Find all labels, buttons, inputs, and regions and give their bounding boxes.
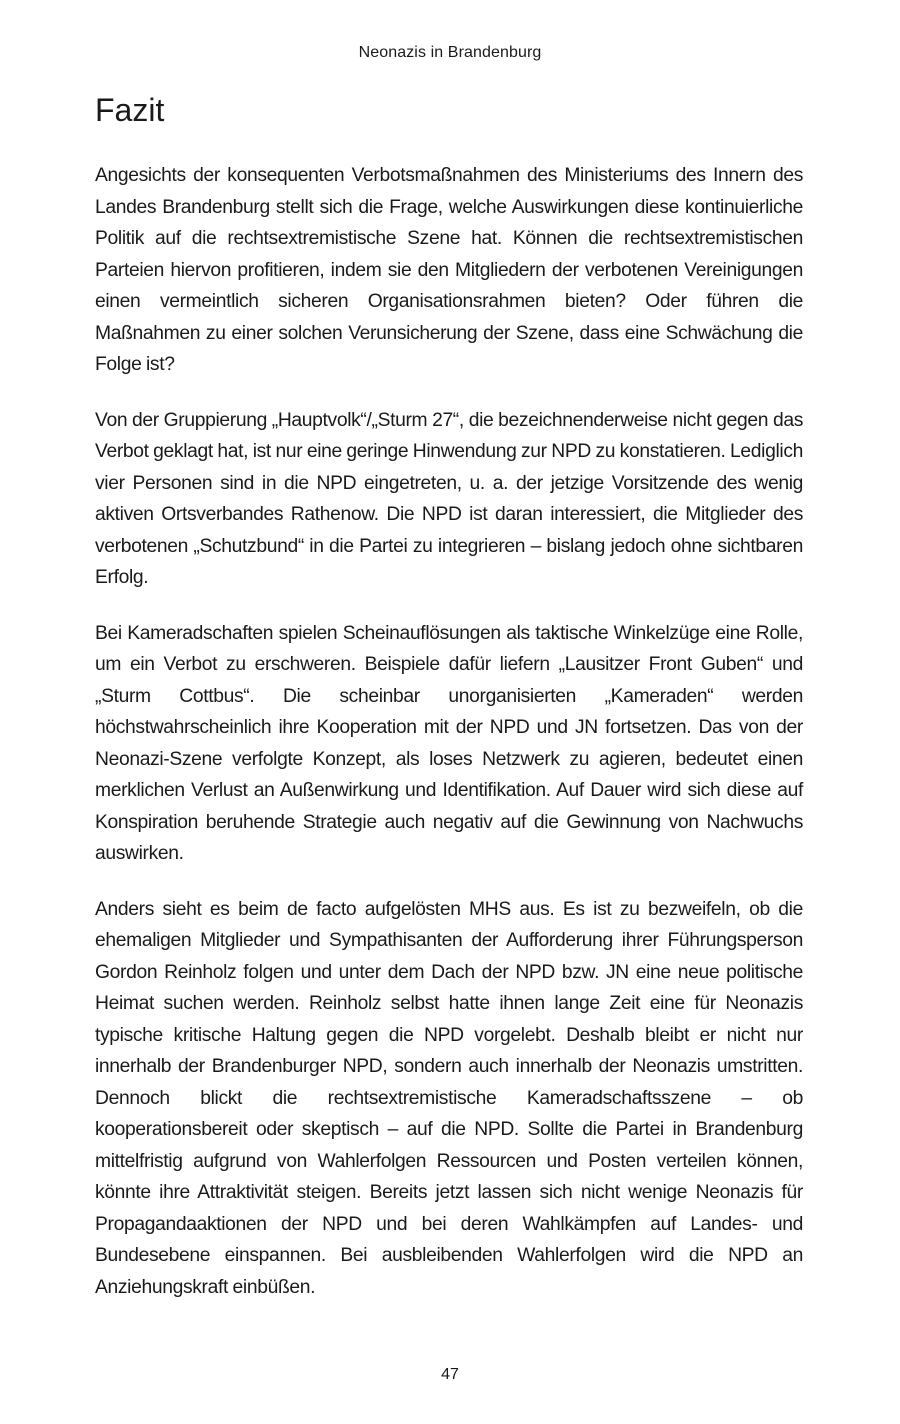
paragraph: Von der Gruppierung „Hauptvolk“/„Sturm 27“, die bezeichnenderweise nicht gegen das Verbot geklagt hat, ist nur eine geringe Hinwendung zur NPD zu konstatieren. Lediglich vier Personen sind in die NPD eingetreten, u. a. der jetzige Vorsitzende des wenig aktiven Ortsverbandes Rathenow. Die NPD ist daran interessiert, die Mitglieder des verbotenen „Schutzbund“ in die Partei zu integrieren – bislang jedoch ohne sichtbaren Erfolg. — [95, 409, 803, 588]
body-text — [95, 160, 803, 1327]
paragraph: Angesichts der konsequenten Verbotsmaßnahmen des Ministeriums des Innern des Landes Brandenburg stellt sich die Frage, welche Auswirkungen diese kontinuierliche Politik auf die rechtsextremistische Szene hat. Können die rechtsextremistischen Parteien hiervon profitieren, indem sie den Mitgliedern der verbotenen Vereinigungen einen vermeintlich sicheren Organisationsrahmen bieten? Oder führen die Maßnahmen zu einer solchen Verunsicherung der Szene, dass eine Schwächung die Folge ist? — [95, 165, 803, 375]
paragraph: Anders sieht es beim de facto aufgelösten MHS aus. Es ist zu bezweifeln, ob die ehemaligen Mitglieder und Sympathisanten der Aufforderung ihrer Führungsperson Gordon Reinholz folgen und unter dem Dach der NPD bzw. JN eine neue politische Heimat suchen werden. Reinholz selbst hatte ihnen lange Zeit eine für Neonazis typische kritische Haltung gegen die NPD vorgelebt. Deshalb bleibt er nicht nur innerhalb der Brandenburger NPD, sondern auch innerhalb der Neonazis umstritten. Dennoch blickt die rechtsextremistische Kameradschaftsszene – ob kooperationsbereit oder skeptisch – auf die NPD. Sollte die Partei in Brandenburg mittelfristig aufgrund von Wahlerfolgen Ressourcen und Posten verteilen können, könnte ihre Attraktivität steigen. Bereits jetzt lassen sich nicht wenige Neonazis für Propagandaaktionen der NPD und bei deren Wahlkämpfen auf Landes- und Bundesebene einspannen. Bei ausbleibenden Wahlerfolgen wird die NPD an Anziehungskraft einbüßen. — [95, 898, 803, 1298]
section-title: Fazit — [95, 92, 165, 128]
running-header: Neonazis in Brandenburg — [358, 44, 542, 61]
paragraph: Bei Kameradschaften spielen Scheinauflösungen als taktische Winkelzüge eine Rolle, um ein Verbot zu erschweren. Beispiele dafür liefern „Lausitzer Front Guben“ und „Sturm Cottbus“. Die scheinbar unorganisierten „Kameraden“ werden höchstwahrscheinlich ihre Kooperation mit der NPD und JN fortsetzen. Das von der Neonazi-Szene verfolgte Konzept, als loses Netzwerk zu agieren, bedeutet einen merklichen Verlust an Außenwirkung und Identifikation. Auf Dauer wird sich diese auf Konspiration beruhende Strategie auch negativ auf die Gewinnung von Nachwuchs auswirken. — [95, 622, 803, 864]
page-number: 47 — [441, 1366, 459, 1383]
